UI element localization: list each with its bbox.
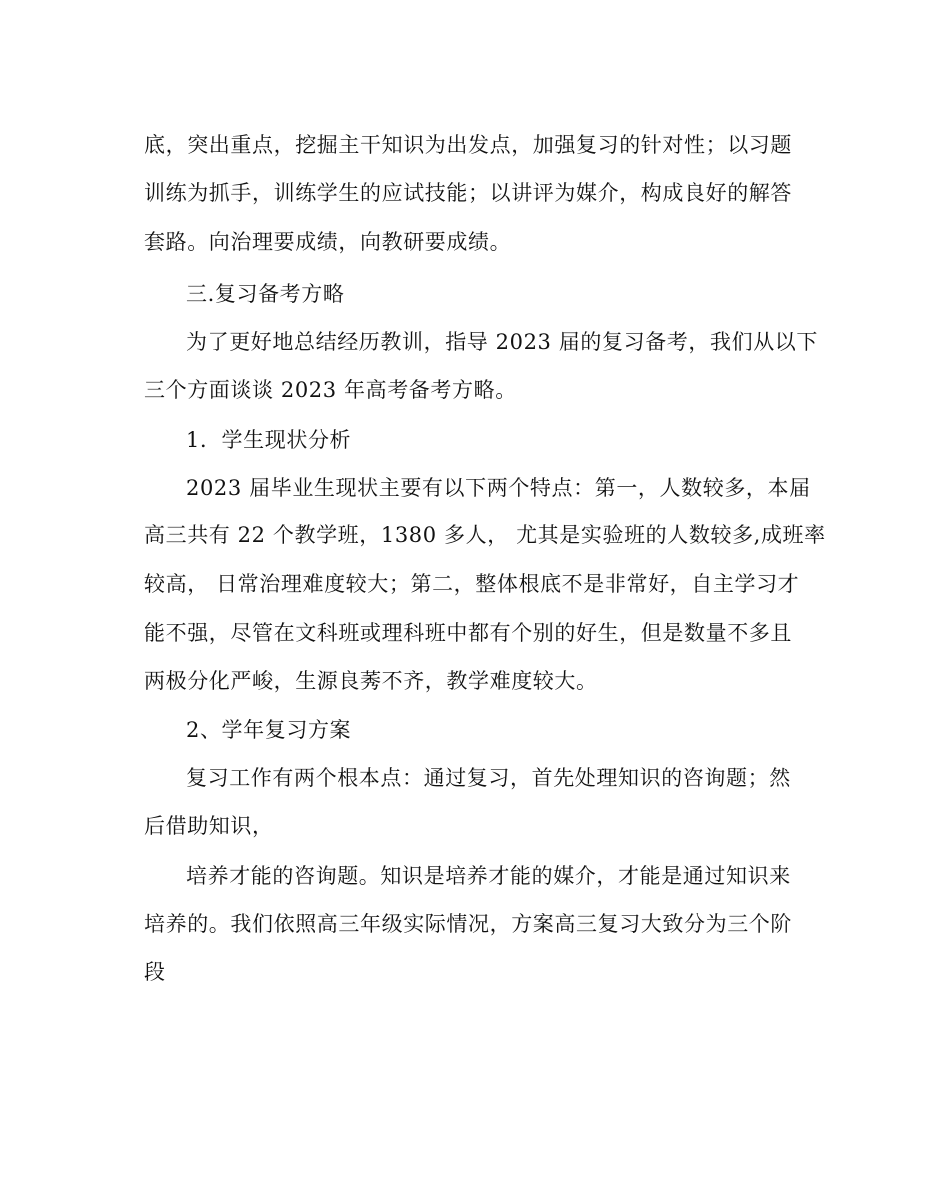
text-line: 能不强，尽管在文科班或理科班中都有个别的好生，但是数量不多且 <box>144 621 792 645</box>
section-heading: 三.复习备考方略 <box>186 282 345 306</box>
text-line: 段 <box>144 960 166 984</box>
text-line: 为了更好地总结经历教训，指导 2023 届的复习备考，我们从以下 <box>186 330 818 354</box>
text-line: 两极分化严峻，生源良莠不齐，教学难度较大。 <box>144 669 598 693</box>
text-line: 较高， 日常治理难度较大；第二，整体根底不是非常好，自主学习才 <box>144 572 800 596</box>
text-line: 三个方面谈谈 2023 年高考备考方略。 <box>144 378 517 402</box>
text-line: 复习工作有两个根本点：通过复习，首先处理知识的咨询题；然 <box>186 766 791 790</box>
text-line: 培养才能的咨询题。知识是培养才能的媒介，才能是通过知识来 <box>186 864 791 888</box>
subsection-heading: 2、学年复习方案 <box>186 718 352 742</box>
text-line: 后借助知识， <box>144 814 274 838</box>
text-line: 底，突出重点，挖掘主干知识为出发点，加强复习的针对性；以习题 <box>144 133 792 157</box>
text-line: 培养的。我们依照高三年级实际情况，方案高三复习大致分为三个阶 <box>144 912 792 936</box>
text-line: 套路。向治理要成绩，向教研要成绩。 <box>144 230 512 254</box>
text-line: 高三共有 22 个教学班，1380 多人， 尤其是实验班的人数较多,成班率 <box>144 523 826 547</box>
text-line: 训练为抓手，训练学生的应试技能；以讲评为媒介，构成良好的解答 <box>144 181 792 205</box>
text-line: 2023 届毕业生现状主要有以下两个特点：第一，人数较多，本届 <box>186 476 811 500</box>
subsection-heading: 1．学生现状分析 <box>186 428 352 452</box>
